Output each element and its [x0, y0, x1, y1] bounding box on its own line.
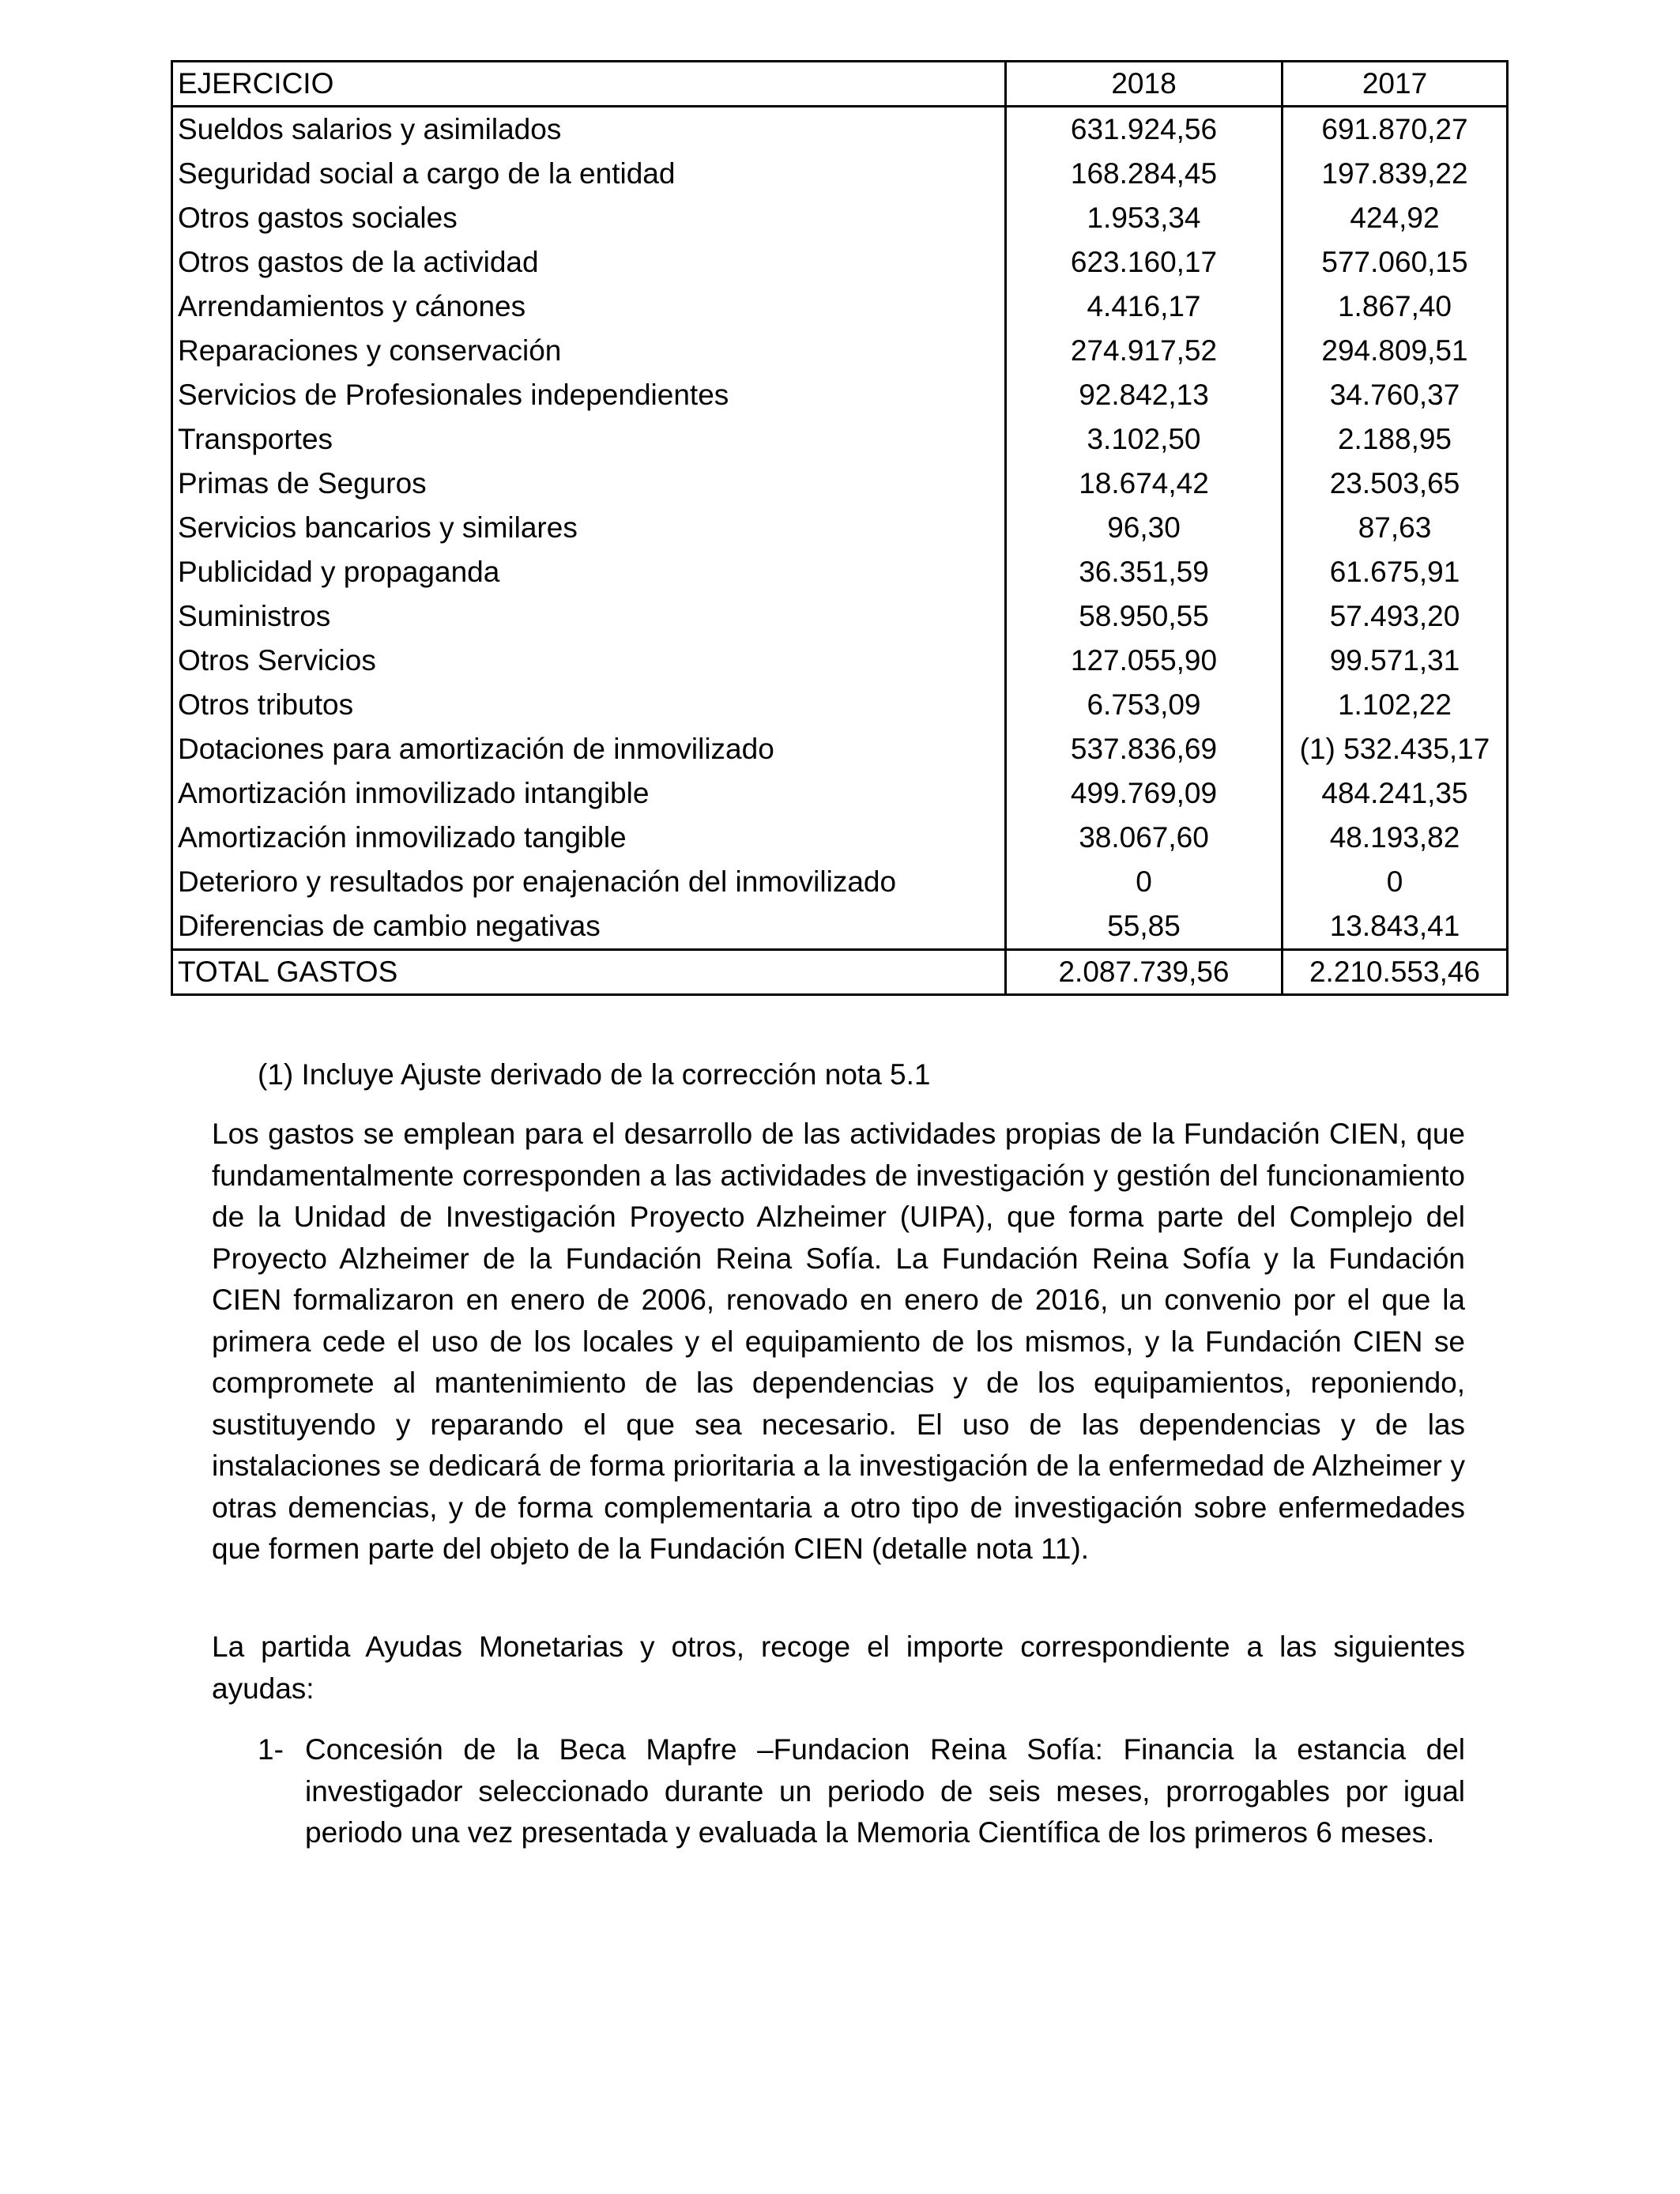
row-value-2017: (1) 532.435,17 [1283, 727, 1508, 771]
row-value-2017: 0 [1283, 860, 1508, 904]
row-value-2017: 48.193,82 [1283, 816, 1508, 860]
row-value-2018: 55,85 [1006, 904, 1283, 950]
row-value-2018: 96,30 [1006, 506, 1283, 550]
table-row [172, 860, 1508, 904]
table-row [172, 727, 1508, 771]
row-value-2017: 197.839,22 [1283, 152, 1508, 196]
row-label: Diferencias de cambio negativas [178, 910, 601, 942]
table-total-row [172, 950, 1508, 995]
row-value-2018: 127.055,90 [1006, 639, 1283, 683]
header-year-2018: 2018 [1006, 62, 1283, 107]
row-value-2018: 38.067,60 [1006, 816, 1283, 860]
paragraph-ayudas: La partida Ayudas Monetarias y otros, recoge el importe correspondiente a las siguientes ayudas: [212, 1630, 1465, 1705]
row-label: Publicidad y propaganda [178, 556, 500, 588]
total-label: TOTAL GASTOS [172, 950, 1006, 995]
row-value-2018: 1.953,34 [1006, 196, 1283, 240]
row-label: Otros Servicios [178, 644, 376, 677]
list-item-text: Concesión de la Beca Mapfre –Fundacion Reina Sofía: Financia la estancia del investigador seleccionado durante un periodo de seis meses, prorrogables por igual periodo una vez presentada y evaluada la Memoria Científica de los primeros 6 meses. [305, 1733, 1465, 1849]
header-label: EJERCICIO [172, 62, 1006, 107]
table-row [172, 373, 1508, 417]
table-header-row [172, 62, 1508, 107]
row-label: Suministros [178, 600, 331, 632]
row-label: Transportes [178, 423, 333, 455]
row-label: Sueldos salarios y asimilados [178, 113, 562, 145]
table-row [172, 550, 1508, 594]
row-value-2018: 0 [1006, 860, 1283, 904]
row-label: Deterioro y resultados por enajenación del inmovilizado [178, 865, 897, 898]
row-value-2018: 6.753,09 [1006, 683, 1283, 727]
row-label: Otros tributos [178, 688, 354, 721]
row-value-2017: 13.843,41 [1283, 904, 1508, 950]
row-label: Seguridad social a cargo de la entidad [178, 157, 676, 190]
row-value-2017: 424,92 [1283, 196, 1508, 240]
table-row [172, 417, 1508, 462]
row-value-2018: 18.674,42 [1006, 462, 1283, 506]
header-year-2017: 2017 [1283, 62, 1508, 107]
list-item-number: 1- [258, 1733, 284, 1766]
ayudas-list [258, 1729, 1465, 1854]
row-value-2017: 1.102,22 [1283, 683, 1508, 727]
row-value-2018: 4.416,17 [1006, 285, 1283, 329]
row-label: Dotaciones para amortización de inmovilizado [178, 733, 774, 765]
table-row [172, 152, 1508, 196]
table-row [172, 506, 1508, 550]
table-row [172, 329, 1508, 373]
row-value-2018: 3.102,50 [1006, 417, 1283, 462]
row-value-2018: 36.351,59 [1006, 550, 1283, 594]
row-value-2018: 58.950,55 [1006, 594, 1283, 639]
row-value-2018: 92.842,13 [1006, 373, 1283, 417]
row-value-2017: 2.188,95 [1283, 417, 1508, 462]
row-value-2017: 294.809,51 [1283, 329, 1508, 373]
row-label: Otros gastos de la actividad [178, 246, 539, 278]
row-value-2017: 577.060,15 [1283, 240, 1508, 285]
row-value-2017: 691.870,27 [1283, 107, 1508, 153]
row-value-2018: 274.917,52 [1006, 329, 1283, 373]
row-value-2017: 484.241,35 [1283, 771, 1508, 816]
table-row [172, 816, 1508, 860]
table-row [172, 462, 1508, 506]
footnote: (1) Incluye Ajuste derivado de la corrección nota 5.1 [258, 1058, 931, 1091]
row-label: Amortización inmovilizado tangible [178, 821, 627, 854]
row-value-2017: 87,63 [1283, 506, 1508, 550]
table-row [172, 771, 1508, 816]
row-value-2017: 99.571,31 [1283, 639, 1508, 683]
expenses-table [171, 60, 1509, 996]
row-value-2017: 34.760,37 [1283, 373, 1508, 417]
table-row [172, 240, 1508, 285]
table-row [172, 683, 1508, 727]
row-value-2018: 537.836,69 [1006, 727, 1283, 771]
table-row [172, 904, 1508, 950]
row-value-2017: 57.493,20 [1283, 594, 1508, 639]
row-value-2018: 499.769,09 [1006, 771, 1283, 816]
table-row [172, 285, 1508, 329]
total-value-2018: 2.087.739,56 [1006, 950, 1283, 995]
row-value-2018: 168.284,45 [1006, 152, 1283, 196]
row-value-2018: 623.160,17 [1006, 240, 1283, 285]
table-row [172, 594, 1508, 639]
row-label: Servicios de Profesionales independientes [178, 379, 729, 411]
list-item [258, 1729, 1465, 1854]
row-value-2017: 23.503,65 [1283, 462, 1508, 506]
paragraph-gastos: Los gastos se emplean para el desarrollo de las actividades propias de la Fundación CIEN, que fundamentalmente corresponden a las actividades de investigación y gestión del funcionamiento de la Unidad de Investigación Proyecto Alzheimer (UIPA), que forma parte del Complejo del Proyecto Alzheimer de la Fundación Reina Sofía. La Fundación Reina Sofía y la Fundación CIEN formalizaron en enero de 2006, renovado en enero de 2016, un convenio por el que la primera cede el uso de los locales y el equipamiento de los mismos, y la Fundación CIEN se compromete al mantenimiento de las dependencias y de los equipamientos, reponiendo, sustituyendo y reparando el que sea necesario. El uso de las dependencias y de las instalaciones se dedicará de forma prioritaria a la investigación de la enfermedad de Alzheimer y otras demencias, y de forma complementaria a otro tipo de investigación sobre enfermedades que formen parte del objeto de la Fundación CIEN (detalle nota 11). [212, 1118, 1465, 1565]
table-row [172, 107, 1508, 153]
row-label: Primas de Seguros [178, 467, 427, 499]
row-value-2017: 1.867,40 [1283, 285, 1508, 329]
table-row [172, 196, 1508, 240]
row-value-2018: 631.924,56 [1006, 107, 1283, 153]
row-label: Reparaciones y conservación [178, 334, 562, 367]
row-label: Arrendamientos y cánones [178, 290, 526, 322]
row-label: Otros gastos sociales [178, 202, 458, 234]
row-label: Amortización inmovilizado intangible [178, 777, 650, 809]
row-value-2017: 61.675,91 [1283, 550, 1508, 594]
row-label: Servicios bancarios y similares [178, 511, 578, 544]
total-value-2017: 2.210.553,46 [1283, 950, 1508, 995]
table-row [172, 639, 1508, 683]
